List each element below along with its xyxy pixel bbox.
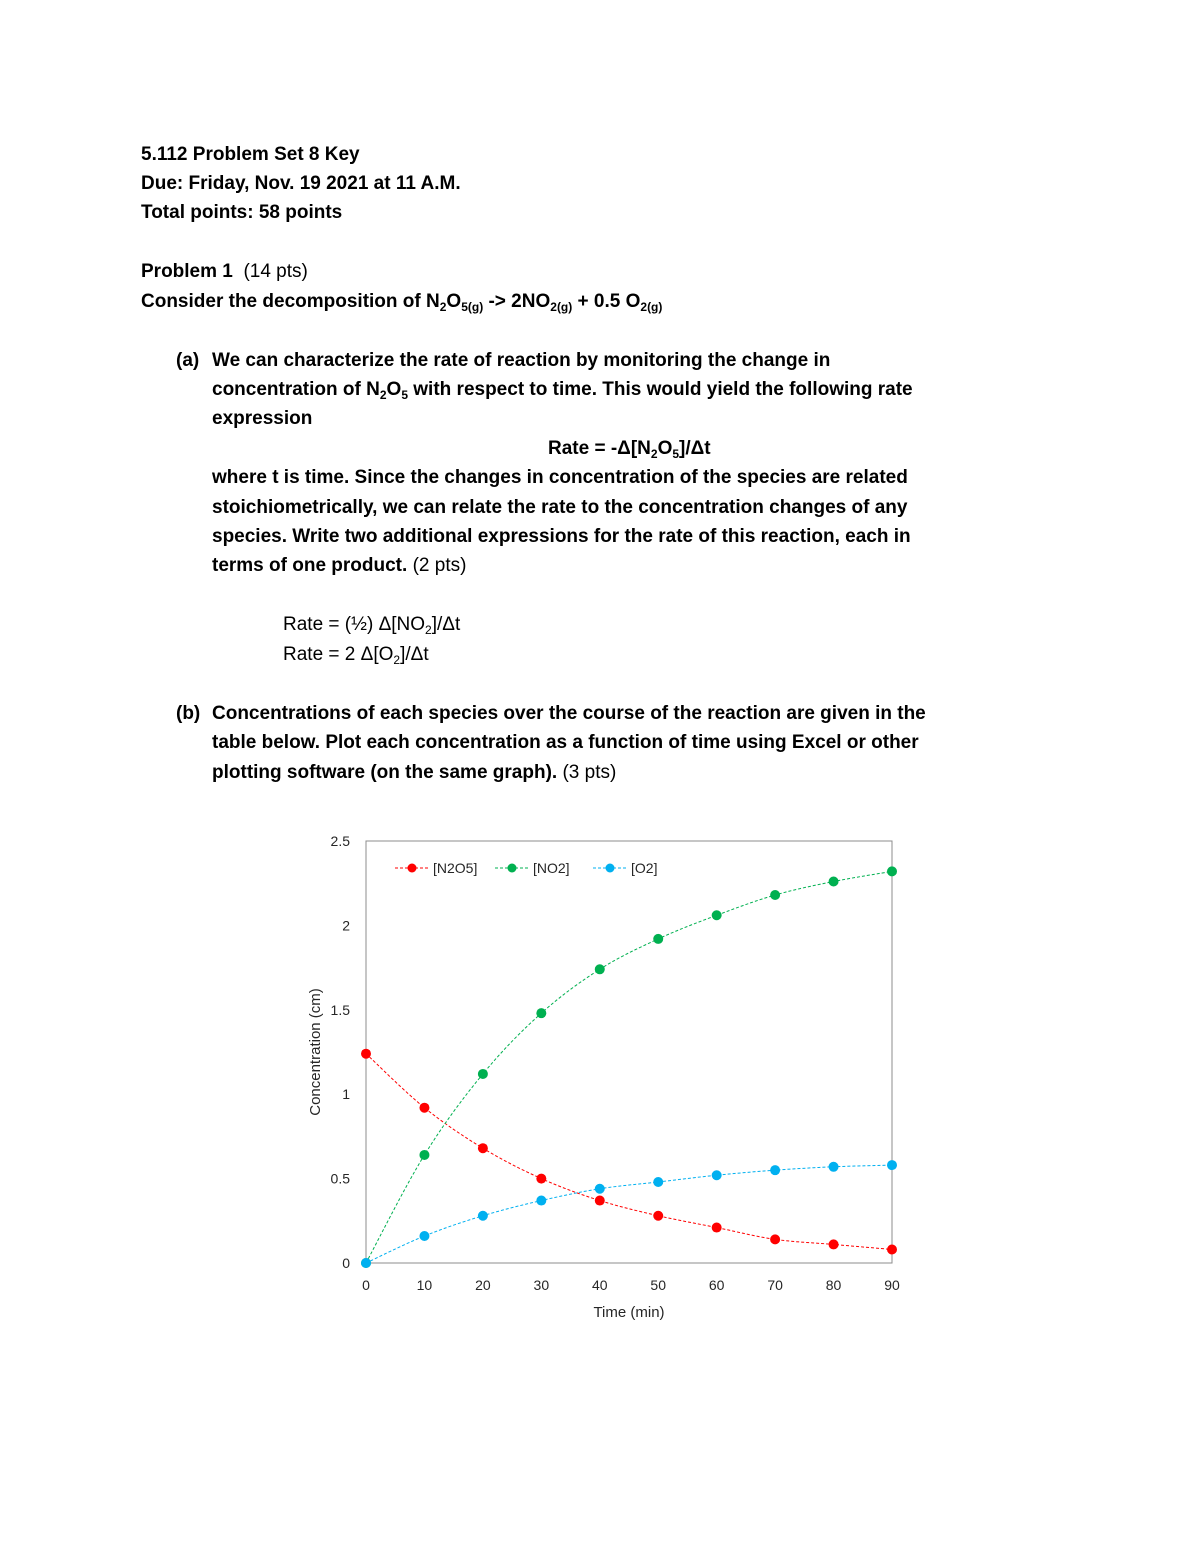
data-point-n2o5 (536, 1174, 546, 1184)
document-title: 5.112 Problem Set 8 Key (141, 144, 360, 165)
data-point-o2 (595, 1184, 605, 1194)
part-a-label: (a) (176, 350, 200, 371)
data-point-n2o5 (419, 1103, 429, 1113)
x-tick-label: 90 (884, 1277, 900, 1293)
total-points: Total points: 58 points (141, 202, 343, 223)
data-point-o2 (887, 1160, 897, 1170)
y-tick-label: 2.5 (330, 833, 350, 849)
part-b-line-1: Concentrations of each species over the course of the reaction are given in the (212, 703, 926, 724)
x-tick-label: 30 (533, 1277, 550, 1293)
y-tick-label: 0.5 (330, 1170, 350, 1187)
concentration-chart (290, 826, 920, 1326)
legend-marker-o2 (606, 864, 615, 873)
problem-1-heading (141, 260, 308, 284)
problem-label: Problem 1 (141, 261, 233, 282)
data-point-no2 (478, 1069, 488, 1079)
data-point-n2o5 (887, 1244, 897, 1254)
x-tick-label: 10 (416, 1277, 433, 1293)
data-point-o2 (829, 1162, 839, 1172)
x-tick-label: 50 (650, 1277, 667, 1293)
data-point-no2 (712, 910, 722, 920)
part-a-line-3: expression (212, 408, 313, 429)
x-tick-label: 60 (708, 1277, 725, 1293)
series-line-o2 (366, 1165, 892, 1263)
data-point-n2o5 (478, 1143, 488, 1153)
problem-statement: Consider the decomposition of $N_2O_{5(g)} -> 2NO_{2(g)} + 0.5$ $O_{2(g)}$ (141, 291, 663, 314)
x-tick-label: 80 (825, 1277, 842, 1293)
part-b-line-3: plotting software (on the same graph). (3 pts) (212, 762, 617, 783)
data-point-n2o5 (361, 1049, 371, 1059)
x-tick-label: 0 (362, 1277, 370, 1293)
rate-expression: Rate = $-\Delta[N_2O_5]/\Delta t$ (548, 438, 711, 461)
y-tick-label: 1 (342, 1086, 350, 1103)
data-point-o2 (712, 1170, 722, 1180)
data-point-no2 (595, 964, 605, 974)
data-point-no2 (887, 866, 897, 876)
y-axis-label: Concentration (cm) (307, 988, 324, 1116)
data-point-no2 (770, 890, 780, 900)
part-a-line-5: where t is time. Since the changes in concentration of the species are related (212, 467, 908, 488)
data-point-n2o5 (770, 1234, 780, 1244)
x-tick-label: 20 (475, 1277, 491, 1293)
data-point-no2 (653, 934, 663, 944)
part-b-points: (3 pts) (562, 762, 617, 783)
part-a-line-1: We can characterize the rate of reaction by monitoring the change in (212, 350, 831, 371)
y-tick-label: 1.5 (330, 1001, 350, 1018)
series-line-n2o5 (366, 1054, 892, 1250)
plot-area-border (366, 841, 892, 1263)
x-tick-label: 40 (591, 1277, 608, 1293)
data-point-o2 (419, 1231, 429, 1241)
data-point-o2 (478, 1211, 488, 1221)
data-point-no2 (829, 877, 839, 887)
x-tick-label: 70 (767, 1277, 783, 1293)
part-a-points: (2 pts) (412, 555, 467, 576)
data-point-no2 (536, 1008, 546, 1018)
data-point-o2 (536, 1196, 546, 1206)
legend-label-n2o5: [N2O5] (433, 860, 478, 876)
data-point-o2 (653, 1177, 663, 1187)
due-date: Due: Friday, Nov. 19 2021 at 11 A.M. (141, 173, 461, 194)
legend-label-o2: [O2] (631, 860, 658, 876)
legend-marker-n2o5 (408, 864, 417, 873)
part-a-line-6: stoichiometrically, we can relate the rate to the concentration changes of any (212, 497, 908, 518)
legend-label-no2: [NO2] (533, 860, 570, 876)
y-tick-label: 0 (342, 1255, 350, 1271)
part-b-label: (b) (176, 703, 201, 724)
data-point-no2 (419, 1150, 429, 1160)
data-point-n2o5 (653, 1211, 663, 1221)
data-point-o2 (770, 1165, 780, 1175)
x-axis-label: Time (min) (593, 1304, 665, 1321)
data-point-n2o5 (595, 1196, 605, 1206)
data-point-n2o5 (712, 1223, 722, 1233)
data-point-o2 (361, 1258, 371, 1268)
legend-marker-no2 (508, 864, 517, 873)
part-a-line-8: terms of one product. (2 pts) (212, 555, 467, 576)
data-point-n2o5 (829, 1239, 839, 1249)
part-b-line-2: table below. Plot each concentration as a function of time using Excel or other (212, 732, 919, 753)
part-a-line-2: concentration of $N_2O_5$ with respect to time. This would yield the following rate (212, 379, 913, 402)
answer-rate-no2: Rate = (½) $\Delta[NO_2]/\Delta t$ (283, 614, 461, 637)
answer-rate-o2: Rate = 2 $\Delta[O_2]/\Delta t$ (283, 644, 429, 667)
problem-points: (14 pts) (243, 261, 308, 282)
y-tick-label: 2 (342, 917, 350, 934)
part-a-line-7: species. Write two additional expressions for the rate of this reaction, each in (212, 526, 911, 547)
series-line-no2 (366, 871, 892, 1263)
